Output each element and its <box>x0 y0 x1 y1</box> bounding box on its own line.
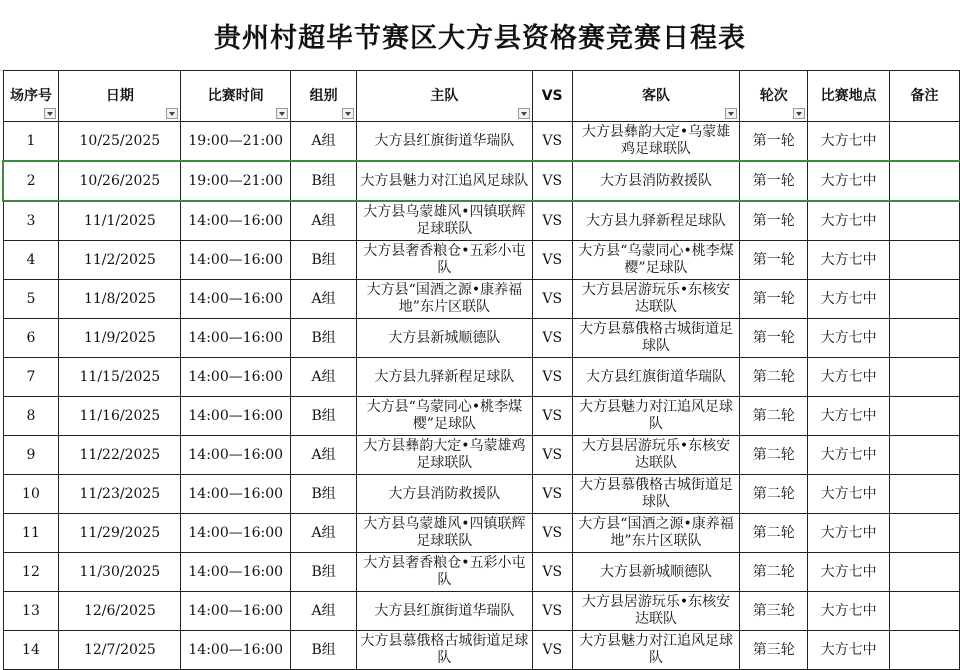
title-row <box>0 0 960 71</box>
cell-round[interactable]: 第二轮 <box>740 397 808 436</box>
cell-seq[interactable]: 10 <box>3 475 59 514</box>
cell-venue[interactable]: 大方七中 <box>808 553 890 592</box>
cell-notes[interactable] <box>890 592 960 631</box>
cell-notes[interactable] <box>890 319 960 358</box>
cell-vs[interactable]: VS <box>532 397 572 436</box>
cell-vs[interactable]: VS <box>532 631 572 670</box>
cell-venue[interactable]: 大方七中 <box>808 358 890 397</box>
cell-date[interactable]: 11/2/2025 <box>59 241 181 280</box>
cell-notes[interactable] <box>890 358 960 397</box>
header-cell-notes[interactable]: 备注 <box>890 71 960 122</box>
header-cell-group[interactable]: 组别 <box>291 71 357 122</box>
cell-notes[interactable] <box>890 514 960 553</box>
table-row[interactable] <box>3 436 960 475</box>
table-row[interactable] <box>3 358 960 397</box>
header-cell-seq[interactable]: 场序号 <box>3 71 59 122</box>
cell-seq[interactable]: 8 <box>3 397 59 436</box>
schedule-table <box>2 70 960 670</box>
filter-dropdown-icon[interactable] <box>793 108 805 119</box>
cell-notes[interactable] <box>890 631 960 670</box>
cell-seq[interactable]: 1 <box>3 122 59 162</box>
table-row[interactable] <box>3 475 960 514</box>
cell-away-team[interactable]: 大方县“乌蒙同心•桃李煤樱”足球队 <box>572 241 740 280</box>
cell-round[interactable]: 第二轮 <box>740 358 808 397</box>
cell-group[interactable]: A组 <box>291 358 357 397</box>
cell-round[interactable]: 第二轮 <box>740 436 808 475</box>
cell-vs[interactable]: VS <box>532 280 572 319</box>
cell-vs[interactable]: VS <box>532 436 572 475</box>
cell-time[interactable]: 19:00—21:00 <box>181 122 291 162</box>
cell-date[interactable]: 11/23/2025 <box>59 475 181 514</box>
cell-home-team[interactable]: 大方县乌蒙雄风•四镇联辉足球联队 <box>357 514 533 553</box>
cell-seq[interactable]: 9 <box>3 436 59 475</box>
filter-dropdown-icon[interactable] <box>725 108 737 119</box>
cell-venue[interactable]: 大方七中 <box>808 475 890 514</box>
cell-seq[interactable]: 4 <box>3 241 59 280</box>
cell-group[interactable]: A组 <box>291 592 357 631</box>
cell-date[interactable]: 10/26/2025 <box>59 161 181 201</box>
cell-home-team[interactable]: 大方县慕俄格古城街道足球队 <box>357 631 533 670</box>
cell-seq[interactable]: 11 <box>3 514 59 553</box>
header-cell-venue[interactable]: 比赛地点 <box>808 71 890 122</box>
cell-notes[interactable] <box>890 280 960 319</box>
cell-vs[interactable]: VS <box>532 241 572 280</box>
cell-time[interactable]: 14:00—16:00 <box>181 592 291 631</box>
cell-home-team[interactable]: 大方县九驿新程足球队 <box>357 358 533 397</box>
cell-seq[interactable]: 5 <box>3 280 59 319</box>
cell-away-team[interactable]: 大方县九驿新程足球队 <box>572 201 740 241</box>
cell-home-team[interactable]: 大方县红旗街道华瑞队 <box>357 592 533 631</box>
header-cell-time[interactable]: 比赛时间 <box>181 71 291 122</box>
cell-venue[interactable]: 大方七中 <box>808 397 890 436</box>
cell-home-team[interactable]: 大方县彝韵大定•乌蒙雄鸡足球联队 <box>357 436 533 475</box>
cell-group[interactable]: A组 <box>291 122 357 162</box>
header-cell-round[interactable]: 轮次 <box>740 71 808 122</box>
cell-venue[interactable]: 大方七中 <box>808 201 890 241</box>
cell-venue[interactable]: 大方七中 <box>808 514 890 553</box>
cell-date[interactable]: 11/15/2025 <box>59 358 181 397</box>
cell-notes[interactable] <box>890 436 960 475</box>
cell-venue[interactable]: 大方七中 <box>808 436 890 475</box>
cell-notes[interactable] <box>890 475 960 514</box>
cell-home-team[interactable]: 大方县奢香粮仓•五彩小屯队 <box>357 241 533 280</box>
cell-home-team[interactable]: 大方县“乌蒙同心•桃李煤樱”足球队 <box>357 397 533 436</box>
cell-venue[interactable]: 大方七中 <box>808 122 890 162</box>
cell-notes[interactable] <box>890 201 960 241</box>
table-row[interactable] <box>3 241 960 280</box>
filter-dropdown-icon[interactable] <box>44 108 56 119</box>
cell-seq[interactable]: 14 <box>3 631 59 670</box>
cell-seq[interactable]: 7 <box>3 358 59 397</box>
table-row[interactable] <box>3 319 960 358</box>
header-cell-home[interactable]: 主队 <box>357 71 533 122</box>
cell-time[interactable]: 14:00—16:00 <box>181 201 291 241</box>
header-cell-date[interactable]: 日期 <box>59 71 181 122</box>
cell-time[interactable]: 14:00—16:00 <box>181 358 291 397</box>
cell-round[interactable]: 第一轮 <box>740 241 808 280</box>
cell-away-team[interactable]: 大方县居游玩乐•东核安达联队 <box>572 436 740 475</box>
cell-seq[interactable]: 12 <box>3 553 59 592</box>
cell-away-team[interactable]: 大方县“国酒之源•康养福地”东片区联队 <box>572 514 740 553</box>
cell-time[interactable]: 14:00—16:00 <box>181 319 291 358</box>
cell-group[interactable]: A组 <box>291 436 357 475</box>
cell-away-team[interactable]: 大方县魅力对江追风足球队 <box>572 631 740 670</box>
cell-date[interactable]: 12/6/2025 <box>59 592 181 631</box>
table-row[interactable] <box>3 553 960 592</box>
cell-group[interactable]: A组 <box>291 201 357 241</box>
cell-group[interactable]: B组 <box>291 161 357 201</box>
cell-seq[interactable]: 3 <box>3 201 59 241</box>
cell-away-team[interactable]: 大方县新城顺德队 <box>572 553 740 592</box>
cell-group[interactable]: B组 <box>291 475 357 514</box>
cell-date[interactable]: 11/30/2025 <box>59 553 181 592</box>
filter-dropdown-icon[interactable] <box>342 108 354 119</box>
cell-venue[interactable]: 大方七中 <box>808 319 890 358</box>
cell-notes[interactable] <box>890 122 960 162</box>
header-cell-vs[interactable]: VS <box>532 71 572 122</box>
cell-seq[interactable]: 2 <box>3 161 59 201</box>
cell-round[interactable]: 第三轮 <box>740 592 808 631</box>
cell-time[interactable]: 14:00—16:00 <box>181 436 291 475</box>
cell-round[interactable]: 第一轮 <box>740 161 808 201</box>
cell-time[interactable]: 14:00—16:00 <box>181 475 291 514</box>
table-row[interactable] <box>3 592 960 631</box>
table-row[interactable] <box>3 201 960 241</box>
cell-time[interactable]: 14:00—16:00 <box>181 553 291 592</box>
cell-time[interactable]: 14:00—16:00 <box>181 631 291 670</box>
cell-venue[interactable]: 大方七中 <box>808 631 890 670</box>
cell-time[interactable]: 19:00—21:00 <box>181 161 291 201</box>
cell-round[interactable]: 第一轮 <box>740 280 808 319</box>
filter-dropdown-icon[interactable] <box>276 108 288 119</box>
cell-notes[interactable] <box>890 553 960 592</box>
cell-home-team[interactable]: 大方县魅力对江追风足球队 <box>357 161 533 201</box>
cell-away-team[interactable]: 大方县魅力对江追风足球队 <box>572 397 740 436</box>
cell-away-team[interactable]: 大方县慕俄格古城街道足球队 <box>572 319 740 358</box>
cell-vs[interactable]: VS <box>532 475 572 514</box>
cell-vs[interactable]: VS <box>532 161 572 201</box>
page-title: 贵州村超毕节赛区大方县资格赛竞赛日程表 <box>214 22 746 54</box>
table-row[interactable] <box>3 122 960 162</box>
cell-date[interactable]: 11/22/2025 <box>59 436 181 475</box>
cell-home-team[interactable]: 大方县消防救援队 <box>357 475 533 514</box>
cell-venue[interactable]: 大方七中 <box>808 161 890 201</box>
cell-notes[interactable] <box>890 397 960 436</box>
cell-round[interactable]: 第二轮 <box>740 553 808 592</box>
table-row[interactable] <box>3 631 960 670</box>
cell-home-team[interactable]: 大方县红旗街道华瑞队 <box>357 122 533 162</box>
cell-group[interactable]: A组 <box>291 280 357 319</box>
cell-group[interactable]: A组 <box>291 514 357 553</box>
table-row[interactable] <box>3 280 960 319</box>
filter-dropdown-icon[interactable] <box>518 108 530 119</box>
cell-date[interactable]: 12/7/2025 <box>59 631 181 670</box>
cell-vs[interactable]: VS <box>532 514 572 553</box>
cell-away-team[interactable]: 大方县消防救援队 <box>572 161 740 201</box>
cell-vs[interactable]: VS <box>532 319 572 358</box>
cell-away-team[interactable]: 大方县居游玩乐•东核安达联队 <box>572 592 740 631</box>
cell-group[interactable]: B组 <box>291 319 357 358</box>
cell-notes[interactable] <box>890 241 960 280</box>
cell-date[interactable]: 11/1/2025 <box>59 201 181 241</box>
cell-date[interactable]: 11/8/2025 <box>59 280 181 319</box>
cell-vs[interactable]: VS <box>532 358 572 397</box>
cell-round[interactable]: 第二轮 <box>740 514 808 553</box>
cell-date[interactable]: 11/9/2025 <box>59 319 181 358</box>
cell-vs[interactable]: VS <box>532 122 572 162</box>
cell-notes[interactable] <box>890 161 960 201</box>
cell-date[interactable]: 10/25/2025 <box>59 122 181 162</box>
cell-away-team[interactable]: 大方县慕俄格古城街道足球队 <box>572 475 740 514</box>
cell-round[interactable]: 第一轮 <box>740 201 808 241</box>
cell-date[interactable]: 11/29/2025 <box>59 514 181 553</box>
cell-home-team[interactable]: 大方县新城顺德队 <box>357 319 533 358</box>
cell-group[interactable]: B组 <box>291 553 357 592</box>
cell-away-team[interactable]: 大方县红旗街道华瑞队 <box>572 358 740 397</box>
cell-time[interactable]: 14:00—16:00 <box>181 241 291 280</box>
cell-round[interactable]: 第二轮 <box>740 475 808 514</box>
cell-group[interactable]: B组 <box>291 397 357 436</box>
cell-date[interactable]: 11/16/2025 <box>59 397 181 436</box>
cell-round[interactable]: 第一轮 <box>740 319 808 358</box>
table-row[interactable] <box>3 397 960 436</box>
cell-vs[interactable]: VS <box>532 592 572 631</box>
cell-venue[interactable]: 大方七中 <box>808 241 890 280</box>
cell-venue[interactable]: 大方七中 <box>808 592 890 631</box>
cell-time[interactable]: 14:00—16:00 <box>181 280 291 319</box>
filter-dropdown-icon[interactable] <box>166 108 178 119</box>
cell-away-team[interactable]: 大方县彝韵大定•乌蒙雄鸡足球联队 <box>572 122 740 162</box>
cell-round[interactable]: 第一轮 <box>740 122 808 162</box>
table-row[interactable] <box>3 161 960 201</box>
table-row[interactable] <box>3 514 960 553</box>
cell-seq[interactable]: 13 <box>3 592 59 631</box>
cell-time[interactable]: 14:00—16:00 <box>181 514 291 553</box>
cell-round[interactable]: 第三轮 <box>740 631 808 670</box>
cell-away-team[interactable]: 大方县居游玩乐•东核安达联队 <box>572 280 740 319</box>
cell-vs[interactable]: VS <box>532 201 572 241</box>
header-cell-away[interactable]: 客队 <box>572 71 740 122</box>
header-row <box>3 71 960 122</box>
cell-home-team[interactable]: 大方县乌蒙雄风•四镇联辉足球联队 <box>357 201 533 241</box>
cell-group[interactable]: B组 <box>291 631 357 670</box>
cell-vs[interactable]: VS <box>532 553 572 592</box>
cell-home-team[interactable]: 大方县“国酒之源•康养福地”东片区联队 <box>357 280 533 319</box>
cell-group[interactable]: B组 <box>291 241 357 280</box>
cell-time[interactable]: 14:00—16:00 <box>181 397 291 436</box>
cell-home-team[interactable]: 大方县奢香粮仓•五彩小屯队 <box>357 553 533 592</box>
cell-venue[interactable]: 大方七中 <box>808 280 890 319</box>
cell-seq[interactable]: 6 <box>3 319 59 358</box>
